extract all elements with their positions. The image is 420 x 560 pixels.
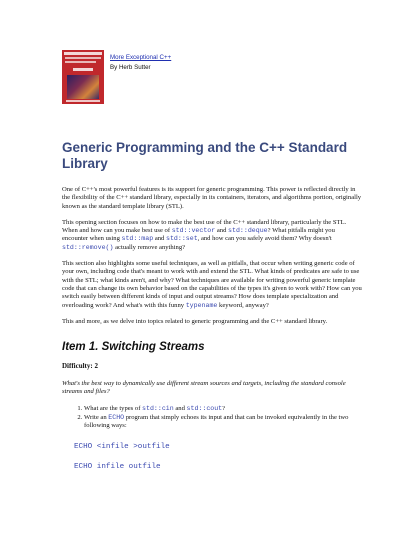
code-echo: ECHO [108,414,125,422]
difficulty-label: Difficulty: 2 [62,362,98,371]
code-std-remove: std::remove() [62,243,114,251]
list-item: 2. Write an ECHO program that simply echoes its input and that can be invoked equivalently in the two following ways: [84,414,362,431]
code-example-args: ECHO infile outfile [74,462,161,471]
code-std-cin: std::cin [142,404,174,412]
chapter-title: Generic Programming and the C++ Standard Library [62,140,348,171]
code-std-deque: std::deque [228,227,268,235]
list-item: 1. What are the types of std::cin and std::cout? [84,405,362,413]
paragraph-techniques: This section also highlights some useful techniques, as well as pitfalls, that occur when writing generic code of your own, including code that's meant to work with and extend the STL. What kinds of predicates are safe to use with the STL; what kinds aren't, and why? What techniques are available for writing powerful generic template code that can change its own behavior based on the capabilities of the types it's given to work with? How can you switch easily between different kinds of input and output streams? How does template specialization and overloading work? And what's with this funny typename keyword, anyway? [62,260,362,309]
code-std-set: std::set [166,235,198,243]
question-list [62,405,362,431]
code-std-map: std::map [121,235,154,243]
code-example-redirect: ECHO <infile >outfile [74,442,170,451]
paragraph-intro: One of C++'s most powerful features is its support for generic programming. This power is reflected directly in the flexibility of the C++ standard library, especially in its containers, iterators, and algorithms portion, originally known as the standard template library (STL). [62,186,362,210]
paragraph-focus: This opening section focuses on how to make the best use of the C++ standard library, particularly the STL. When and how can you make best use of std::vector and std::deque? What pitfalls might you encounter when using std::map and std::set, and how can you safely avoid them? Why doesn't std::remove() actually remove anything? [62,218,347,251]
book-cover-image[interactable] [62,50,104,104]
main-content [62,140,362,471]
code-typename: typename [185,301,218,309]
book-author: By Herb Sutter [110,64,151,71]
book-title-link[interactable]: More Exceptional C++ [110,54,172,61]
code-std-vector: std::vector [171,227,216,235]
paragraph-closing: This and more, as we delve into topics related to generic programming and the C++ standard library. [62,317,328,325]
book-header [62,50,392,106]
code-std-cout: std::cout [186,404,223,412]
item-question: What's the best way to dynamically use different stream sources and targets, including the standard console streams and files? [62,380,346,396]
item-title: Item 1. Switching Streams [62,341,205,354]
